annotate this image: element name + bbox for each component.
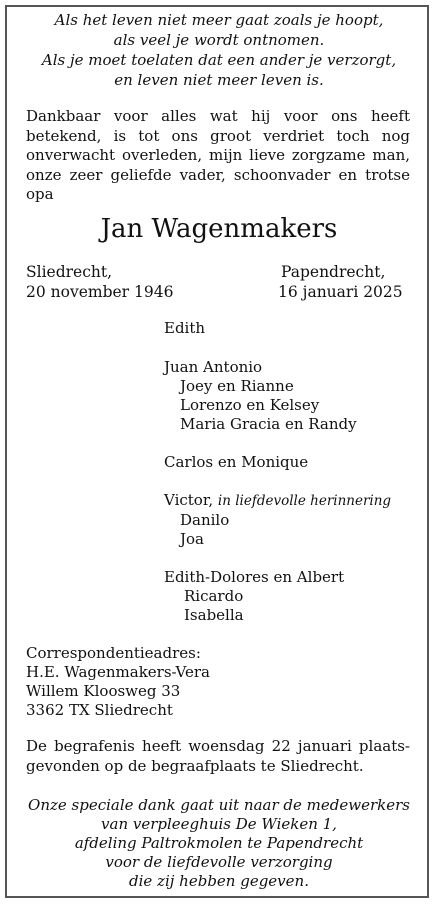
poem-line: Als het leven niet meer gaat zoals je hoopt, [54,11,384,29]
family-grandchild: Danilo [180,511,230,529]
thanks-line: van verpleeghuis De Wieken 1, [101,815,337,833]
birth-date: 20 november 1946 [26,283,174,301]
correspondence-line: H.E. Wagenmakers-Vera [26,663,210,681]
deceased-name: Jan Wagenmakers [100,214,338,244]
family-grandchild: Joey en Rianne [180,377,294,395]
intro-line: onverwacht overleden, mijn lieve zorgzame man, [26,146,410,164]
family-grandchild: Ricardo [184,587,244,605]
family-grandchild: Joa [180,530,204,548]
family-grandchild: Isabella [184,606,244,624]
family-child: Edith-Dolores en Albert [164,568,345,586]
poem-line: en leven niet meer leven is. [114,71,324,89]
birth-place: Sliedrecht, [26,263,113,281]
correspondence-label: Correspondentieadres: [26,644,201,662]
death-place: Papendrecht, [281,263,386,281]
thanks-line: Onze speciale dank gaat uit naar de medewerkers [28,796,410,814]
funeral-notice [26,737,410,776]
intro-text [26,107,410,205]
correspondence-line: 3362 TX Sliedrecht [26,701,173,719]
correspondence-line: Willem Kloosweg 33 [26,682,181,700]
thanks-line: voor de liefdevolle verzorging [105,853,333,871]
thanks-text [20,796,418,891]
intro-line: opa [26,185,54,203]
family-grandchild: Lorenzo en Kelsey [180,396,320,414]
death-date: 16 januari 2025 [278,283,403,301]
thanks-line: die zij hebben gegeven. [129,872,309,890]
poem-line: Als je moet toelaten dat een ander je verzorgt, [41,51,397,69]
thanks-line: afdeling Paltrokmolen te Papendrecht [74,834,364,852]
memorial-note: in liefdevolle herinnering [217,493,392,509]
poem [20,10,418,90]
family-grandchild: Maria Gracia en Randy [180,415,357,433]
family-child-victor [164,491,391,511]
poem-line: als veel je wordt ontnomen. [113,31,325,49]
family-child: Carlos en Monique [164,453,309,471]
funeral-line: De begrafenis heeft woensdag 22 januari plaats- [26,737,410,755]
intro-line: Dankbaar voor alles wat hij voor ons heeft [26,107,410,125]
family-child: Juan Antonio [164,358,263,376]
family-child: Victor, [164,491,214,509]
intro-line: betekend, is tot ons groot verdriet toch nog [26,126,410,145]
funeral-line: gevonden op de begraafplaats te Sliedrecht. [26,756,364,775]
intro-line: onze zeer geliefde vader, schoonvader en trotse [26,165,410,184]
family-wife: Edith [164,319,206,337]
